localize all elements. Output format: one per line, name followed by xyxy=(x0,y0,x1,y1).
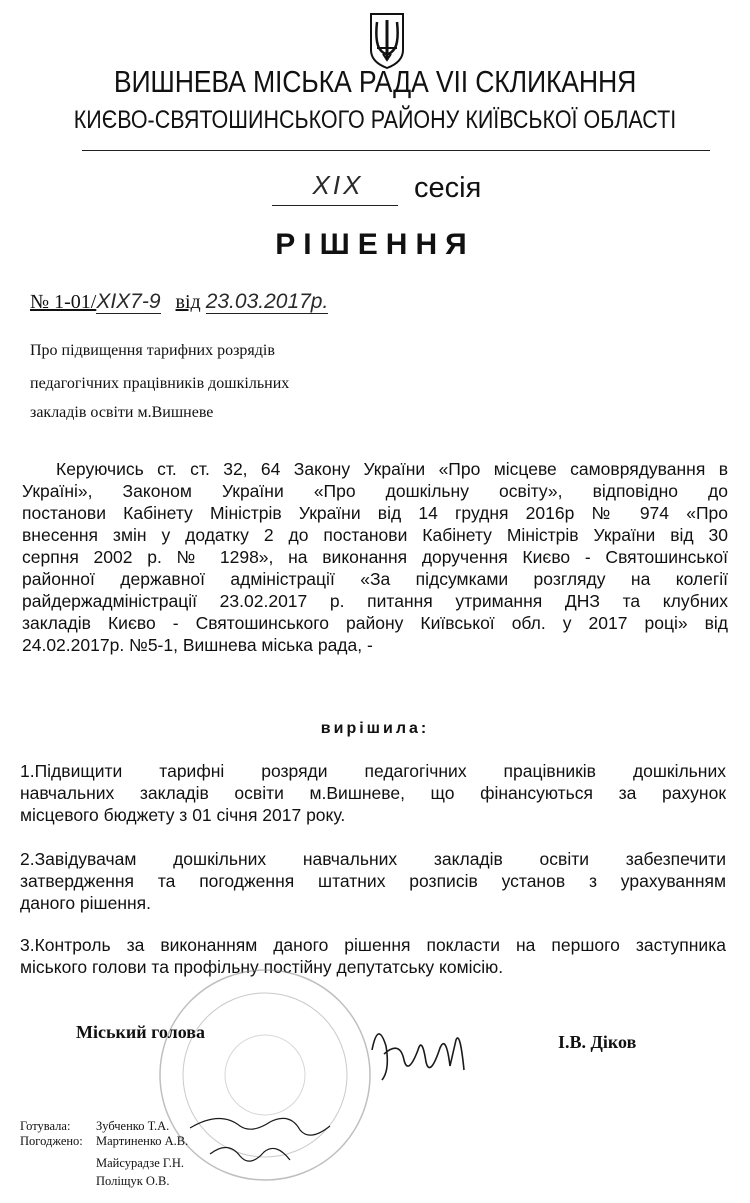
decision-date-handwritten: 23.03.2017р. xyxy=(205,290,329,313)
document-title: РІШЕННЯ xyxy=(275,228,475,261)
decision-date-label: від xyxy=(175,291,201,313)
item-line: затвердження та погодження штатних розписів установ з урахуванням xyxy=(20,871,726,891)
decision-reference xyxy=(30,290,328,314)
preamble-paragraph xyxy=(22,458,728,656)
agreed-person: Поліщук О.В. xyxy=(96,1174,170,1188)
session-number: XIX xyxy=(312,170,364,200)
preamble-line: внесення змін у додатку 2 до постанови Кабінету Міністрів України від 30 xyxy=(22,525,728,545)
item-line: 1.Підвищити тарифні розряди педагогічних працівників дошкільних xyxy=(20,761,726,781)
resolution-item-1 xyxy=(20,760,726,826)
preamble-line: райдержадміністрації 23.02.2017 р. питання утримання ДНЗ та клубних xyxy=(22,591,728,611)
preamble-line: Керуючись ст. ст. 32, 64 Закону України «Про місцеве самоврядування в xyxy=(56,459,728,479)
approval-initials-icon xyxy=(180,1108,350,1178)
resolution-item-2 xyxy=(20,848,726,914)
preamble-line: серпня 2002 р. № 1298», на виконання доручення Києво - Святошинської xyxy=(22,547,728,567)
mayor-signature-icon xyxy=(360,1010,480,1090)
organization-district: КИЄВО-СВЯТОШИНСЬКОГО РАЙОНУ КИЇВСЬКОЇ ОБЛАСТІ xyxy=(73,106,677,134)
prepared-label: Готувала: xyxy=(20,1119,71,1133)
item-line: навчальних закладів освіти м.Вишневе, що фінансуються за рахунок xyxy=(20,783,726,803)
decision-number-prefix: № 1-01/ xyxy=(30,291,97,313)
preamble-line: Україні», Законом України «Про дошкільну освіту», відповідно до xyxy=(22,481,728,501)
subject-line: Про підвищення тарифних розрядів xyxy=(30,342,275,359)
preamble-line: постанови Кабінету Міністрів України від 14 грудня 2016р № 974 «Про xyxy=(22,503,728,523)
agreed-label: Погоджено: xyxy=(20,1134,83,1148)
preamble-line: 24.02.2017р. №5-1, Вишнева міська рада, - xyxy=(22,635,373,655)
prepared-by: Зубченко Т.А. xyxy=(96,1119,170,1133)
header-divider xyxy=(82,150,710,151)
trident-emblem-icon xyxy=(363,10,411,70)
signatory-title: Міський голова xyxy=(76,1022,205,1042)
item-line: міського голови та профільну постійну депутатську комісію. xyxy=(20,957,504,977)
signatory-name: І.В. Діков xyxy=(558,1032,637,1052)
resolved-heading: вирішила: xyxy=(320,720,430,737)
session-underline xyxy=(272,205,398,206)
organization-name: ВИШНЕВА МІСЬКА РАДА VII СКЛИКАННЯ xyxy=(113,64,637,99)
item-line: 3.Контроль за виконанням даного рішення покласти на першого заступника xyxy=(20,935,726,955)
item-line: 2.Завідувачам дошкільних навчальних закладів освіти забезпечити xyxy=(20,849,726,869)
preamble-line: закладів Києво - Святошинського району Київської обл. у 2017 році» від xyxy=(22,613,728,633)
agreed-person: Майсурадзе Г.Н. xyxy=(96,1156,185,1170)
subject-line: педагогічних працівників дошкільних xyxy=(30,375,290,392)
session-label: сесія xyxy=(414,172,482,204)
subject-line: закладів освіти м.Вишневе xyxy=(30,404,214,421)
preamble-line: районної державної адміністрації «За підсумками розгляду на колегії xyxy=(22,569,728,589)
item-line: місцевого бюджету з 01 січня 2017 року. xyxy=(20,805,346,825)
decision-number-handwritten: XIX7-9 xyxy=(96,290,161,313)
agreed-person: Мартиненко А.В. xyxy=(96,1134,189,1148)
item-line: даного рішення. xyxy=(20,893,151,913)
